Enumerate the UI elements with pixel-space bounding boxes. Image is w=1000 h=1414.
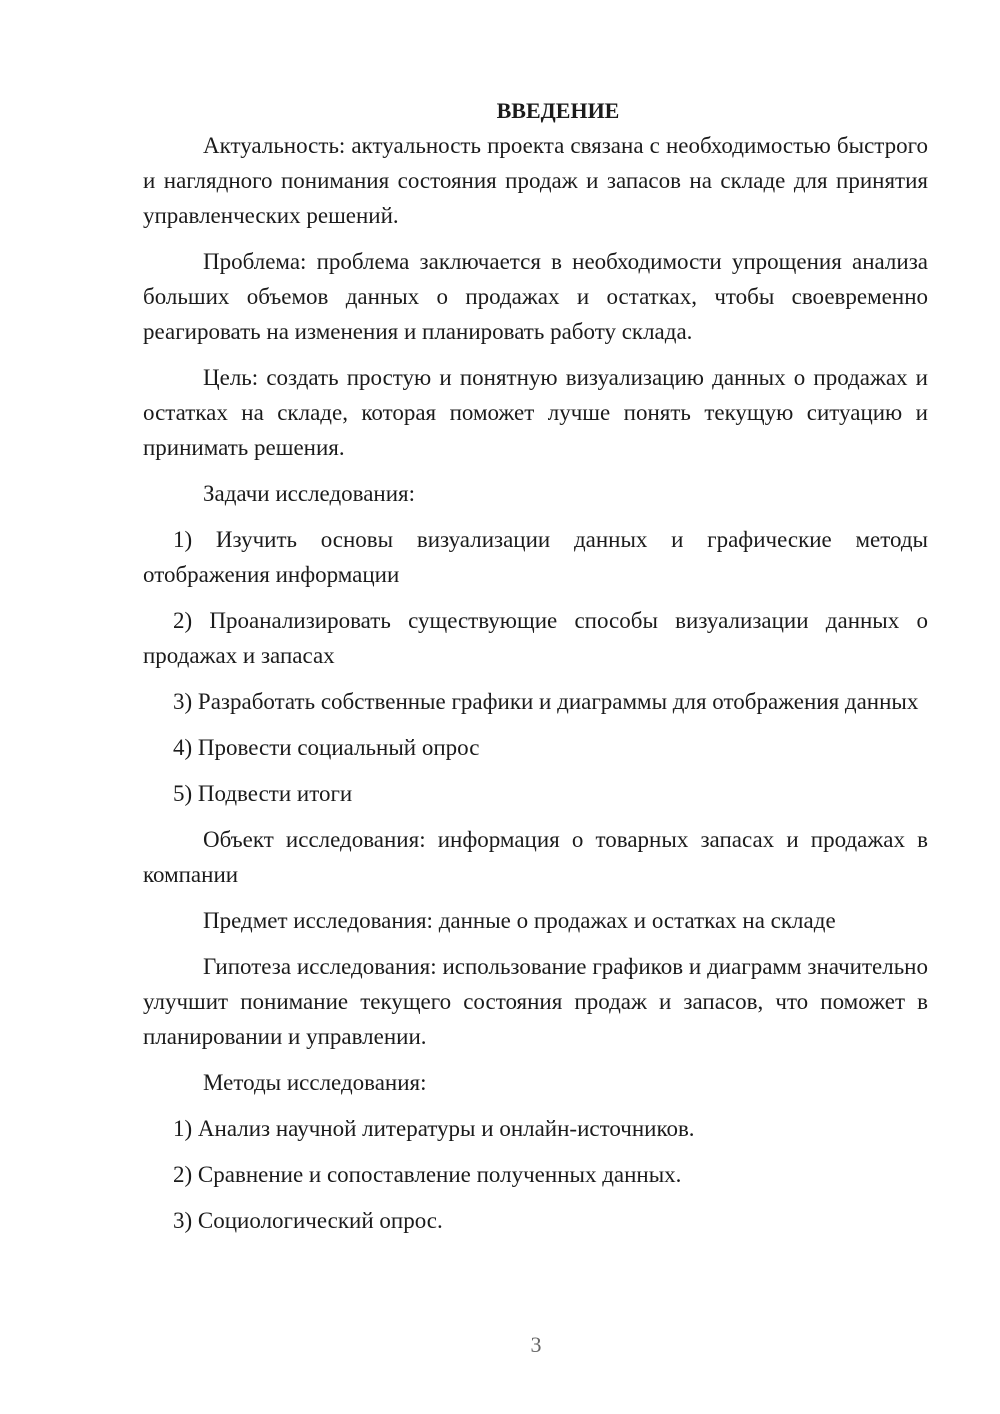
method-item: 1) Анализ научной литературы и онлайн-источников.: [173, 1116, 695, 1141]
method-item: 3) Социологический опрос.: [173, 1208, 443, 1233]
method-item: 2) Сравнение и сопоставление полученных данных.: [173, 1162, 682, 1187]
tasks-heading: Задачи исследования:: [203, 481, 416, 506]
task-item: 5) Подвести итоги: [173, 781, 353, 806]
task-item: 4) Провести социальный опрос: [173, 735, 480, 760]
goal-paragraph: Цель: создать простую и понятную визуализацию данных о продажах и остатках на складе, которая поможет лучше понять текущую ситуацию и принимать решения.: [143, 365, 928, 460]
hypothesis-paragraph: Гипотеза исследования: использование графиков и диаграмм значительно улучшит понимание текущего состояния продаж и запасов, что поможет в планировании и управлении.: [143, 954, 928, 1049]
page-content: [143, 94, 928, 1249]
page-number: 3: [530, 1332, 542, 1357]
task-item: 2) Проанализировать существующие способы визуализации данных о продажах и запасах: [143, 608, 928, 668]
task-item: 3) Разработать собственные графики и диаграммы для отображения данных: [173, 689, 919, 714]
problem-paragraph: Проблема: проблема заключается в необходимости упрощения анализа больших объемов данных о продажах и остатках, чтобы своевременно реагировать на изменения и планировать работу склада.: [143, 249, 928, 344]
object-paragraph: Объект исследования: информация о товарных запасах и продажах в компании: [143, 827, 928, 887]
methods-heading: Методы исследования:: [203, 1070, 427, 1095]
subject-paragraph: Предмет исследования: данные о продажах и остатках на складе: [203, 908, 836, 933]
section-title: ВВЕДЕНИЕ: [496, 98, 620, 123]
relevance-paragraph: Актуальность: актуальность проекта связана с необходимостью быстрого и наглядного понимания состояния продаж и запасов на складе для принятия управленческих решений.: [143, 133, 928, 228]
task-item: 1) Изучить основы визуализации данных и графические методы отображения информации: [143, 527, 928, 587]
